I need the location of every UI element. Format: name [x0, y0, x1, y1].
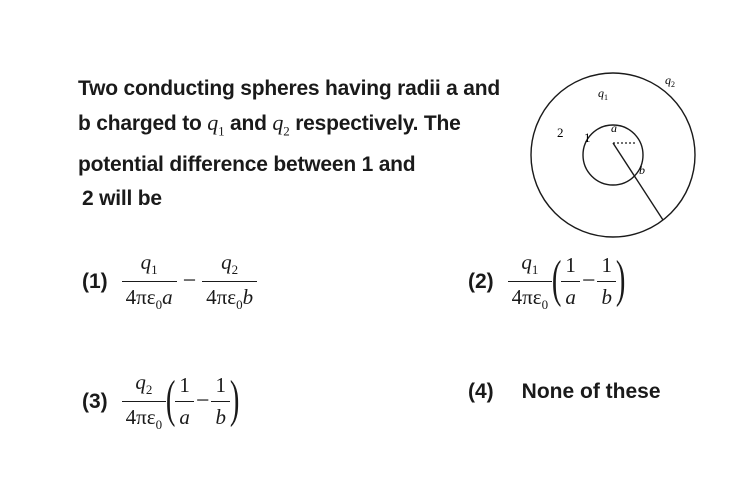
option-3-right-paren: ): [229, 370, 240, 428]
question-line-4: 2 will be: [82, 187, 162, 211]
option-3-number: (3): [82, 389, 108, 413]
option-1-minus: −: [182, 268, 197, 295]
option-2-one-over-b: $\frac{1}{b}$: [597, 253, 616, 310]
option-3-one-over-a: $\frac{1}{a}$: [175, 373, 194, 430]
option-1-number: (1): [82, 269, 108, 293]
option-2[interactable]: [468, 250, 625, 313]
option-2-one-over-a: $\frac{1}{a}$: [561, 253, 580, 310]
option-4[interactable]: [468, 380, 661, 404]
option-3-minus: −: [195, 388, 210, 415]
option-2-left-paren: (: [551, 250, 562, 308]
label-region-1: 1: [584, 130, 591, 145]
option-4-text: None of these: [521, 380, 661, 403]
spheres-diagram: [525, 70, 705, 240]
option-4-number: (4): [468, 380, 494, 403]
label-region-2: 2: [557, 125, 564, 140]
outer-sphere: [531, 73, 695, 237]
option-2-minus: −: [581, 268, 596, 295]
label-q2: $q_2$: [665, 73, 675, 89]
option-3-left-paren: (: [165, 370, 176, 428]
question-line-3: potential difference between 1 and: [78, 153, 416, 177]
option-3[interactable]: [82, 370, 239, 433]
question-line-2: b charged to $q_1$ and $q_2$ respectively. The: [78, 110, 461, 139]
option-2-right-paren: ): [615, 250, 626, 308]
label-a: a: [611, 121, 617, 135]
question-line-1: Two conducting spheres having radii a and: [78, 77, 500, 100]
option-2-number: (2): [468, 269, 494, 293]
option-1-fraction-1: $\frac{q_1}{4\pi\varepsilon_0a}$: [122, 250, 177, 313]
radius-b-line: [613, 143, 663, 220]
label-q1: $q_1$: [598, 86, 608, 102]
option-3-prefactor: $\frac{q_2}{4\pi\varepsilon_0}$: [122, 370, 166, 433]
option-1-fraction-2: $\frac{q_2}{4\pi\varepsilon_0b}$: [202, 250, 257, 313]
option-1[interactable]: [82, 250, 257, 313]
option-2-prefactor: $\frac{q_1}{4\pi\varepsilon_0}$: [508, 250, 552, 313]
question-text: [78, 72, 528, 216]
q1-symbol: $q_1$: [207, 110, 225, 139]
option-3-one-over-b: $\frac{1}{b}$: [211, 373, 230, 430]
q2-symbol: $q_2$: [272, 110, 290, 139]
label-b: b: [639, 163, 645, 177]
